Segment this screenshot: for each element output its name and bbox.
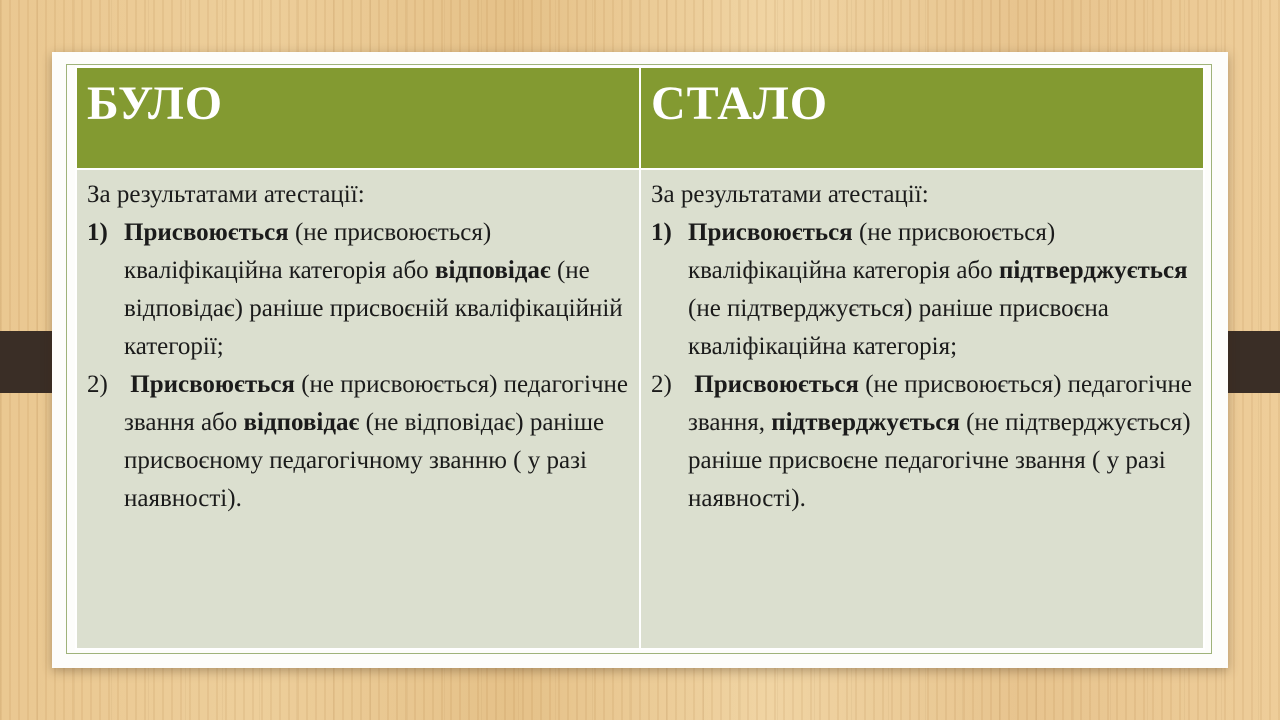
- item-text: (не підтверджується) раніше присвоєна кваліфікаційна категорія;: [688, 295, 1109, 360]
- header-after: СТАЛО: [640, 67, 1204, 169]
- bold-term: Присвоюється: [130, 371, 295, 398]
- bold-term: підтверджується: [771, 409, 960, 436]
- list-item: [87, 366, 629, 518]
- item-number: 2): [651, 371, 672, 398]
- item-number: 2): [87, 371, 108, 398]
- bold-term: Присвоюється: [694, 371, 859, 398]
- cell-after: [640, 169, 1204, 649]
- header-row: [76, 67, 1204, 169]
- item-text: (не присвоюється) педагогічне звання або: [124, 371, 629, 436]
- cell-before: [76, 169, 640, 649]
- bold-term: відповідає: [243, 409, 360, 436]
- item-text: (не присвоюється) педагогічне звання,: [688, 371, 1193, 436]
- list-item: [651, 366, 1193, 518]
- item-text: (не підтверджується) раніше присвоєне педагогічне звання ( у разі наявності).: [688, 409, 1191, 512]
- item-text: (не присвоюється) кваліфікаційна категорія або: [124, 219, 492, 284]
- bold-term: підтверджується: [998, 257, 1188, 284]
- comparison-table: [75, 66, 1205, 650]
- bold-term: Присвоюється: [688, 219, 853, 246]
- bold-term: Присвоюється: [124, 219, 289, 246]
- content-row: [76, 169, 1204, 649]
- item-text: (не відповідає) раніше присвоєному педагогічному званню ( у разі наявності).: [124, 409, 605, 512]
- list-item: [87, 214, 629, 366]
- list-item: [651, 214, 1193, 366]
- item-text: (не відповідає) раніше присвоєній кваліфікаційній категорії;: [124, 257, 623, 360]
- intro-text-after: За результатами атестації:: [651, 181, 929, 208]
- header-before: БУЛО: [76, 67, 640, 169]
- item-text: (не присвоюється) кваліфікаційна категорія або: [688, 219, 1056, 284]
- item-number: 1): [651, 219, 672, 246]
- intro-text-before: За результатами атестації:: [87, 181, 365, 208]
- bold-term: відповідає: [434, 257, 551, 284]
- item-number: 1): [87, 219, 108, 246]
- slide-card: [52, 52, 1228, 668]
